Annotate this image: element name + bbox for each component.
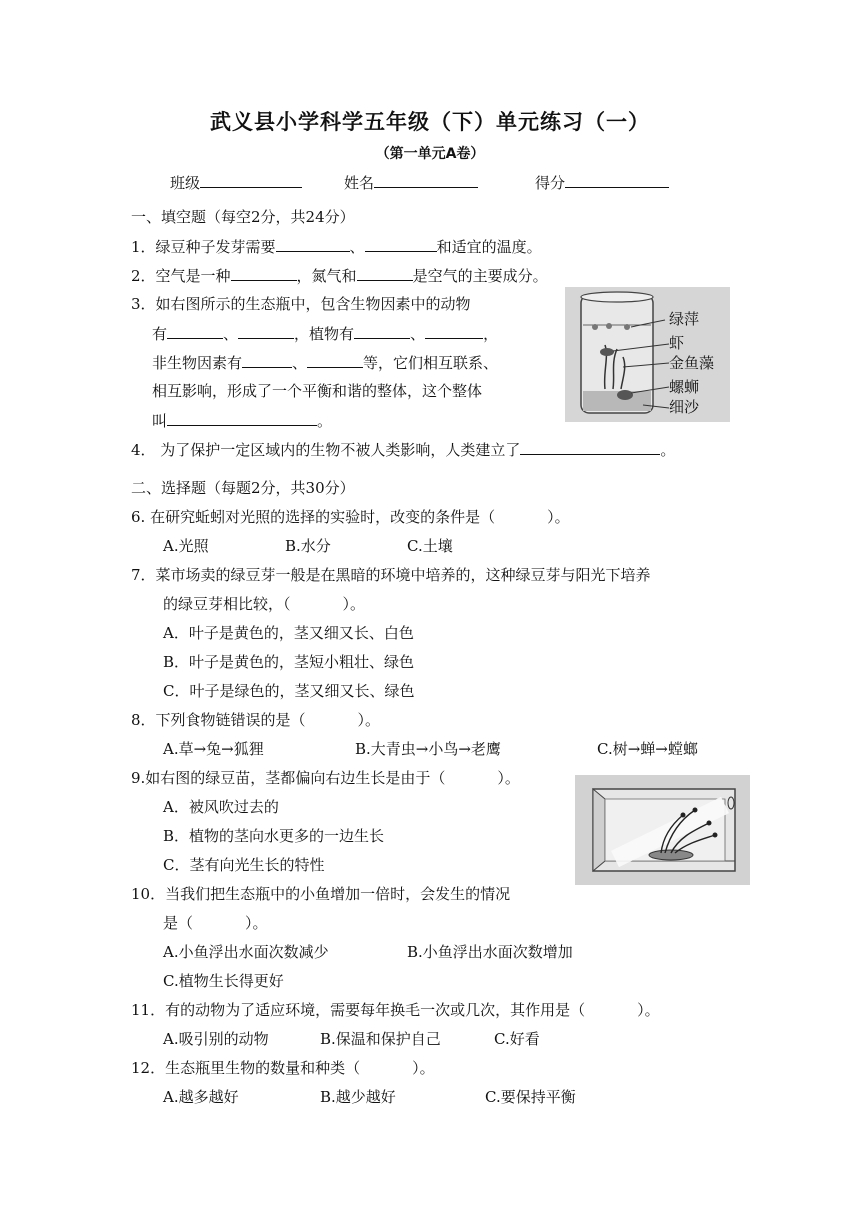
q6-option-c: C.土壤 <box>407 537 453 555</box>
question-3-line-1: 3．如右图所示的生态瓶中，包含生物因素中的动物 <box>131 295 471 313</box>
q1-blank-1[interactable] <box>276 236 350 252</box>
q3-text-a: 有 <box>152 325 168 343</box>
q3-blank-2[interactable] <box>238 323 294 339</box>
q2-text-a: 2．空气是一种 <box>131 267 231 285</box>
q10-stem-a: 是（ <box>163 914 194 932</box>
q4-text-b: 。 <box>660 441 676 459</box>
question-1 <box>131 236 542 257</box>
class-field <box>170 172 302 193</box>
q12-stem-b: ）。 <box>412 1059 435 1077</box>
q3-blank-5[interactable] <box>242 352 292 368</box>
section2-heading: 二、选择题（每题2分，共30分） <box>131 479 355 497</box>
page-title: 武义县小学科学五年级（下）单元练习（一） <box>210 110 650 134</box>
figure-label-shrimp: 虾 <box>669 334 685 352</box>
q12-stem-a: 12．生态瓶里生物的数量和种类（ <box>131 1059 361 1077</box>
q7-option-b: B．叶子是黄色的，茎短小粗壮、绿色 <box>163 653 415 671</box>
figure-label-hornwort: 金鱼藻 <box>669 354 715 372</box>
q3-blank-1[interactable] <box>167 323 223 339</box>
q11-option-b: B.保温和保护自己 <box>320 1030 441 1048</box>
q10-option-c: C.植物生长得更好 <box>163 972 284 990</box>
question-4 <box>131 439 675 460</box>
q7-stem-b: ）。 <box>342 595 366 613</box>
q2-blank-1[interactable] <box>231 265 297 281</box>
eco-bottle-figure <box>565 287 730 422</box>
q12-option-a: A.越多越好 <box>163 1088 239 1106</box>
question-10-stem-2 <box>163 913 268 933</box>
question-10-stem-1: 10．当我们把生态瓶中的小鱼增加一倍时，会发生的情况 <box>131 885 511 903</box>
q11-stem-a: 11．有的动物为了适应环境，需要每年换毛一次或几次，其作用是（ <box>131 1001 586 1019</box>
bean-sprout-figure <box>575 775 750 885</box>
score-field <box>535 172 669 193</box>
q11-option-a: A.吸引别的动物 <box>163 1030 269 1048</box>
q11-stem-b: ）。 <box>637 1001 660 1019</box>
figure-label-sand: 细沙 <box>669 398 700 416</box>
class-blank[interactable] <box>200 172 302 188</box>
score-label: 得分 <box>535 174 566 192</box>
question-11-stem <box>131 1000 660 1020</box>
q3-text-h: 等，它们相互联系、 <box>363 354 499 372</box>
q6-option-a: A.光照 <box>163 537 209 555</box>
q8-option-c: C.树→蝉→螳螂 <box>597 740 698 758</box>
name-field <box>344 172 478 193</box>
question-12-stem <box>131 1058 435 1078</box>
question-8-stem <box>131 710 380 730</box>
q8-stem-a: 8．下列食物链错误的是（ <box>131 711 306 729</box>
question-3-line-3 <box>152 352 498 373</box>
q3-text-b: 、 <box>223 325 239 343</box>
q1-text-b: 、 <box>349 238 365 256</box>
q3-text-e: ， <box>483 325 499 343</box>
q6-option-b: B.水分 <box>285 537 331 555</box>
q6-stem-b: ）。 <box>547 508 570 526</box>
q9-option-b: B．植物的茎向水更多的一边生长 <box>163 827 385 845</box>
q3-text-c: ，植物有 <box>294 325 355 343</box>
q4-blank-1[interactable] <box>520 439 660 455</box>
q9-stem-a: 9.如右图的绿豆苗，茎都偏向右边生长是由于（ <box>131 769 446 787</box>
q8-option-a: A.草→兔→狐狸 <box>163 740 264 758</box>
class-label: 班级 <box>170 174 201 192</box>
q3-text-g: 、 <box>292 354 308 372</box>
question-3-line-4: 相互影响，形成了一个平衡和谐的整体，这个整体 <box>152 382 483 400</box>
question-7-stem-2 <box>163 594 365 614</box>
q10-stem-b: ）。 <box>245 914 268 932</box>
q11-option-c: C.好看 <box>494 1030 540 1048</box>
q9-option-a: A．被风吹过去的 <box>163 798 279 816</box>
q9-option-c: C．茎有向光生长的特性 <box>163 856 325 874</box>
section1-heading: 一、填空题（每空2分，共24分） <box>131 208 355 226</box>
q12-option-b: B.越少越好 <box>320 1088 396 1106</box>
question-6-stem <box>131 507 570 527</box>
q9-stem-b: ）。 <box>497 769 520 787</box>
bean-sprout-box-icon <box>575 775 750 885</box>
q6-stem-a: 6. 在研究蚯蚓对光照的选择的实验时，改变的条件是（ <box>131 508 496 526</box>
q2-text-c: 是空气的主要成分。 <box>412 267 548 285</box>
q10-option-a: A.小鱼浮出水面次数减少 <box>163 943 329 961</box>
q3-text-d: 、 <box>410 325 426 343</box>
q3-text-f: 非生物因素有 <box>152 354 243 372</box>
page-subtitle: （第一单元A卷） <box>375 146 485 162</box>
figure-label-snail: 螺蛳 <box>669 378 700 396</box>
q3-blank-6[interactable] <box>307 352 363 368</box>
q2-blank-2[interactable] <box>357 265 413 281</box>
q1-blank-2[interactable] <box>365 236 437 252</box>
question-3-line-2 <box>152 323 498 344</box>
q10-option-b: B.小鱼浮出水面次数增加 <box>407 943 573 961</box>
q7-option-c: C．叶子是绿色的，茎又细又长、绿色 <box>163 682 415 700</box>
figure-label-duckweed: 绿萍 <box>669 310 700 328</box>
q2-text-b: ，氮气和 <box>296 267 357 285</box>
question-3-line-5 <box>152 410 332 431</box>
q1-text-c: 和适宜的温度。 <box>436 238 542 256</box>
score-blank[interactable] <box>565 172 669 188</box>
q7-stem-a: 的绿豆芽相比较，（ <box>163 595 291 613</box>
question-7-stem-1: 7．菜市场卖的绿豆芽一般是在黑暗的环境中培养的，这种绿豆芽与阳光下培养 <box>131 566 651 584</box>
q3-text-j: 。 <box>317 412 333 430</box>
q8-stem-b: ）。 <box>357 711 381 729</box>
question-2 <box>131 265 548 286</box>
q7-option-a: A．叶子是黄色的，茎又细又长、白色 <box>163 624 414 642</box>
question-9-stem <box>131 768 520 788</box>
q12-option-c: C.要保持平衡 <box>485 1088 576 1106</box>
q3-blank-3[interactable] <box>354 323 410 339</box>
q3-blank-7[interactable] <box>167 410 317 426</box>
q3-text-i: 叫 <box>152 412 168 430</box>
q3-blank-4[interactable] <box>425 323 483 339</box>
q8-option-b: B.大青虫→小鸟→老鹰 <box>355 740 501 758</box>
q1-text-a: 1．绿豆种子发芽需要 <box>131 238 276 256</box>
q4-text-a: 4． 为了保护一定区域内的生物不被人类影响，人类建立了 <box>131 441 521 459</box>
name-label: 姓名 <box>344 174 375 192</box>
name-blank[interactable] <box>374 172 478 188</box>
